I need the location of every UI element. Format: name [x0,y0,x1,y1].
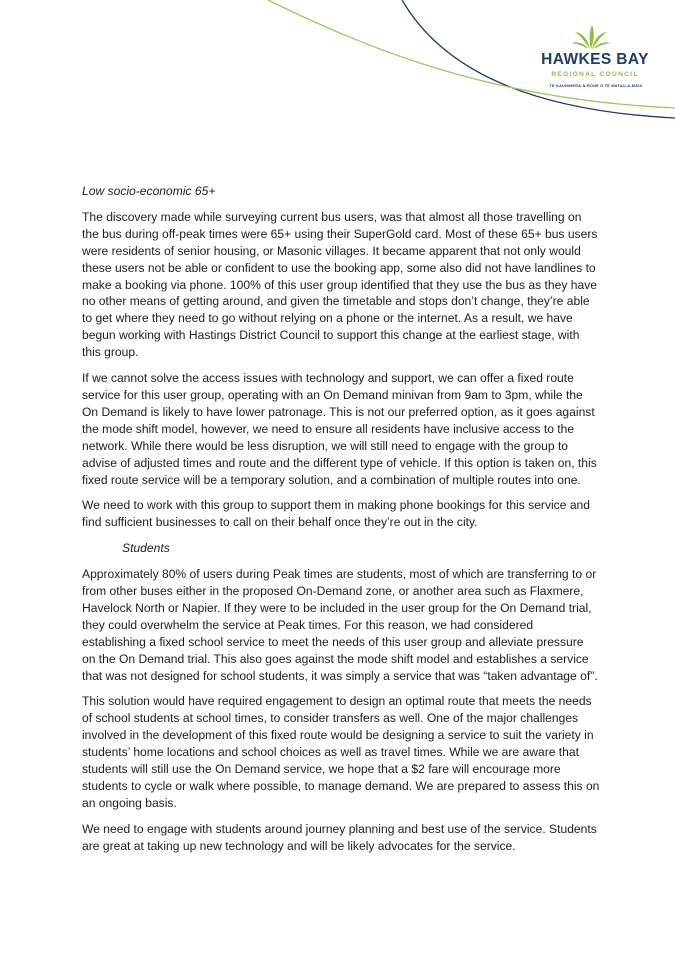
document-body [82,183,600,864]
section-students [82,540,600,854]
logo-maori-name: TE KAUNIHERA Ā-ROHE O TE MATAU-A-MĀUI [549,83,643,88]
section-heading: Students [122,541,170,556]
paragraph: If we cannot solve the access issues with technology and support, we can offer a fixed route service for this user group, operating with an On Demand minivan from 9am to 3pm, while the On Demand is likely to have lower patronage. This is not our preferred option, as it goes against the mode shift model, however, we need to ensure all residents have inclusive access to the network. While there would be less disruption, we will still need to engage with the group to advise of adjusted times and route and the different type of vehicle. If this option is taken on, this fixed route service will be a temporary solution, and a combination of multiple routes into one. [82,371,597,487]
logo-council: REGIONAL COUNCIL [551,71,639,78]
paragraph: Approximately 80% of users during Peak times are students, most of which are transferring to or from other buses either in the proposed On-Demand zone, or another area such as Flaxmere, Havelock North or Napier. If they were to be included in the user group for the On Demand trial, they could overwhelm the service at Peak times. For this reason, we had considered establishing a fixed school service to meet the needs of this user group and alleviate pressure on the On Demand trial. This also goes against the mode shift model and establishes a service that was not designed for school students, it was simply a service that was “taken advantage of”. [82,567,598,683]
paragraph: We need to work with this group to support them in making phone bookings for this service and find sufficient businesses to call on their behalf once they’re out in the city. [82,498,590,530]
section-heading: Low socio-economic 65+ [82,184,216,198]
paragraph: The discovery made while surveying current bus users, was that almost all those travelling on the bus during off-peak times were 65+ using their SuperGold card. Most of these 65+ bus users were residents of senior housing, or Masonic villages. It became apparent that not only would these users not be able or confident to use the booking app, some also did not have landlines to make a booking via phone. 100% of this user group identified that they use the bus as they have no other means of getting around, and given the timetable and stops don’t change, they’re able to get where they need to go without relying on a phone or the internet. As a result, we have begun working with Hastings District Council to support this change at the earliest stage, with this group. [82,209,598,360]
paragraph: We need to engage with students around journey planning and best use of the service. Students are great at taking up new technology and will be likely advocates for the service. [82,821,597,853]
logo-name: HAWKES BAY [541,51,649,68]
hawkes-bay-logo [525,24,665,94]
paragraph: This solution would have required engagement to design an optimal route that meets the needs of school students at school times, to consider transfers as well. One of the major challenges involved in the development of this fixed route would be designing a service to suit the variety in students’ home locations and school choices as well as travel times. While we are aware that students will still use the On Demand service, we hope that a $2 fare will encourage more students to cycle or walk where possible, to manage demand. We are prepared to assess this on an ongoing basis. [82,694,600,810]
leaf-sprout-icon [571,24,611,50]
section-low-socio-economic [82,183,600,531]
